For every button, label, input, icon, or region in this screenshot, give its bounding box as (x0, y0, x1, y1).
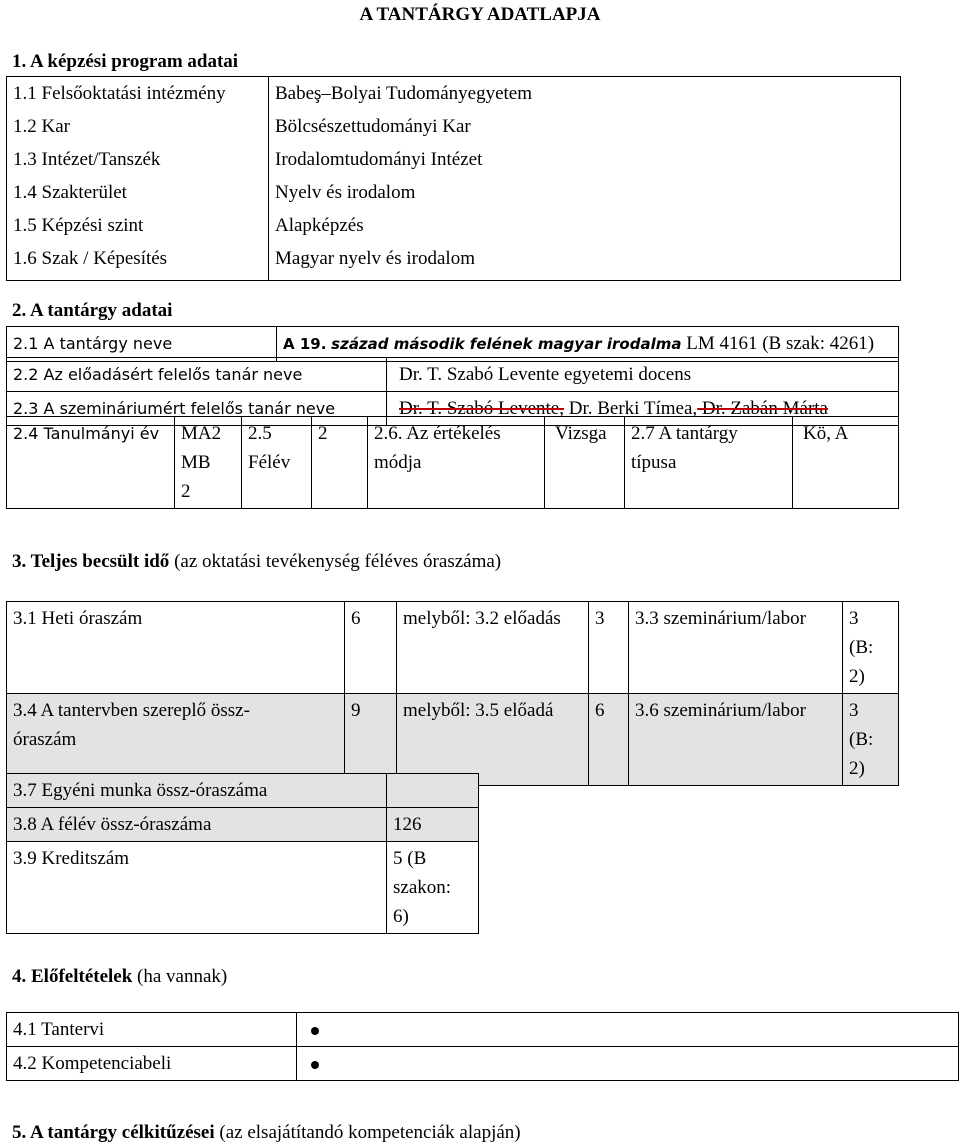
row-label: 1.2 Kar (7, 110, 269, 143)
study-year-label: 2.4 Tanulmányi év (7, 417, 175, 509)
curriculum-seminar-label: 3.6 szeminárium/labor (629, 694, 843, 786)
semester-value: 2 (312, 417, 368, 509)
table-row (7, 694, 899, 786)
seminar-value: 3 (B: 2) (843, 602, 899, 694)
evaluation-value: Vizsga (545, 417, 625, 509)
lecture-label: melyből: 3.2 előadás (397, 602, 589, 694)
weekly-hours-label: 3.1 Heti óraszám (7, 602, 345, 694)
subject-type-label: 2.7 A tantárgy típusa (625, 417, 793, 509)
table-row (7, 1047, 959, 1081)
semester-total-label: 3.8 A félév össz-óraszáma (7, 808, 387, 842)
individual-work-label: 3.7 Egyéni munka össz-óraszáma (7, 774, 387, 808)
semester-total-value: 126 (387, 808, 479, 842)
seminar-teacher-value: Dr. T. Szabó Levente, Dr. Berki Tímea, Dr. Zabán Márta (387, 392, 899, 426)
row-value: Babeş–Bolyai Tudományegyetem (269, 77, 901, 111)
row-label: 1.1 Felsőoktatási intézmény (7, 77, 269, 111)
table-row (7, 774, 479, 808)
curriculum-seminar-value: 3 (B: 2) (843, 694, 899, 786)
table-row (7, 358, 899, 392)
evaluation-label: 2.6. Az értékelés módja (368, 417, 545, 509)
subject-details-table (6, 416, 899, 509)
document-title: A TANTÁRGY ADATLAPJA (359, 4, 601, 25)
curricular-prereq-value (297, 1013, 959, 1047)
competence-prereq-label: 4.2 Kompetenciabeli (7, 1047, 297, 1081)
subject-name-value: A 19. század második felének magyar irodalma LM 4161 (B szak: 4261) (277, 327, 899, 362)
credits-label: 3.9 Kreditszám (7, 842, 387, 934)
table-row (7, 176, 901, 209)
curricular-prereq-label: 4.1 Tantervi (7, 1013, 297, 1047)
section-1-heading: 1. A képzési program adatai (12, 51, 239, 72)
weekly-hours-value: 6 (345, 602, 397, 694)
lecturer-label: 2.2 Az előadásért felelős tanár neve (7, 358, 387, 392)
curriculum-lecture-value: 6 (589, 694, 629, 786)
subject-name-label: 2.1 A tantárgy neve (7, 327, 277, 362)
curriculum-lecture-label: melyből: 3.5 előadá (397, 694, 589, 786)
program-data-table (6, 76, 901, 281)
table-row (7, 77, 901, 111)
section-3-heading: 3. Teljes becsült idő (az oktatási tevékenység féléves óraszáma) (12, 551, 502, 572)
seminar-label: 3.3 szeminárium/labor (629, 602, 843, 694)
table-row (7, 242, 901, 281)
curriculum-hours-label: 3.4 A tantervben szereplő össz- óraszám (7, 694, 345, 786)
table-row (7, 110, 901, 143)
table-row (7, 842, 479, 934)
row-value: Nyelv és irodalom (269, 176, 901, 209)
row-label: 1.6 Szak / Képesítés (7, 242, 269, 281)
table-row (7, 602, 899, 694)
individual-work-value (387, 774, 479, 808)
row-value: Bölcsészettudományi Kar (269, 110, 901, 143)
section-5-heading: 5. A tantárgy célkitűzései (az elsajátítandó kompetenciák alapján) (12, 1122, 521, 1143)
table-row (7, 209, 901, 242)
table-row (7, 417, 899, 509)
curriculum-hours-value: 9 (345, 694, 397, 786)
hours-summary-table (6, 773, 479, 934)
study-year-value: MA2 MB 2 (175, 417, 242, 509)
section-2-heading: 2. A tantárgy adatai (12, 300, 173, 321)
table-row (7, 808, 479, 842)
bullet-icon (311, 1027, 319, 1035)
competence-prereq-value (297, 1047, 959, 1081)
section-4-heading: 4. Előfeltételek (ha vannak) (12, 966, 228, 987)
table-row (7, 1013, 959, 1047)
bullet-icon (311, 1061, 319, 1069)
row-label: 1.5 Képzési szint (7, 209, 269, 242)
workload-table (6, 601, 899, 786)
row-value: Alapképzés (269, 209, 901, 242)
semester-label: 2.5 Félév (242, 417, 312, 509)
credits-value: 5 (B szakon: 6) (387, 842, 479, 934)
row-label: 1.4 Szakterület (7, 176, 269, 209)
prerequisites-table (6, 1012, 959, 1081)
subject-type-value: Kö, A (793, 417, 899, 509)
row-value: Magyar nyelv és irodalom (269, 242, 901, 281)
lecture-value: 3 (589, 602, 629, 694)
table-row (7, 143, 901, 176)
row-label: 1.3 Intézet/Tanszék (7, 143, 269, 176)
row-value: Irodalomtudományi Intézet (269, 143, 901, 176)
seminar-teacher-label: 2.3 A szemináriumért felelős tanár neve (7, 392, 387, 426)
lecturer-value: Dr. T. Szabó Levente egyetemi docens (387, 358, 899, 392)
